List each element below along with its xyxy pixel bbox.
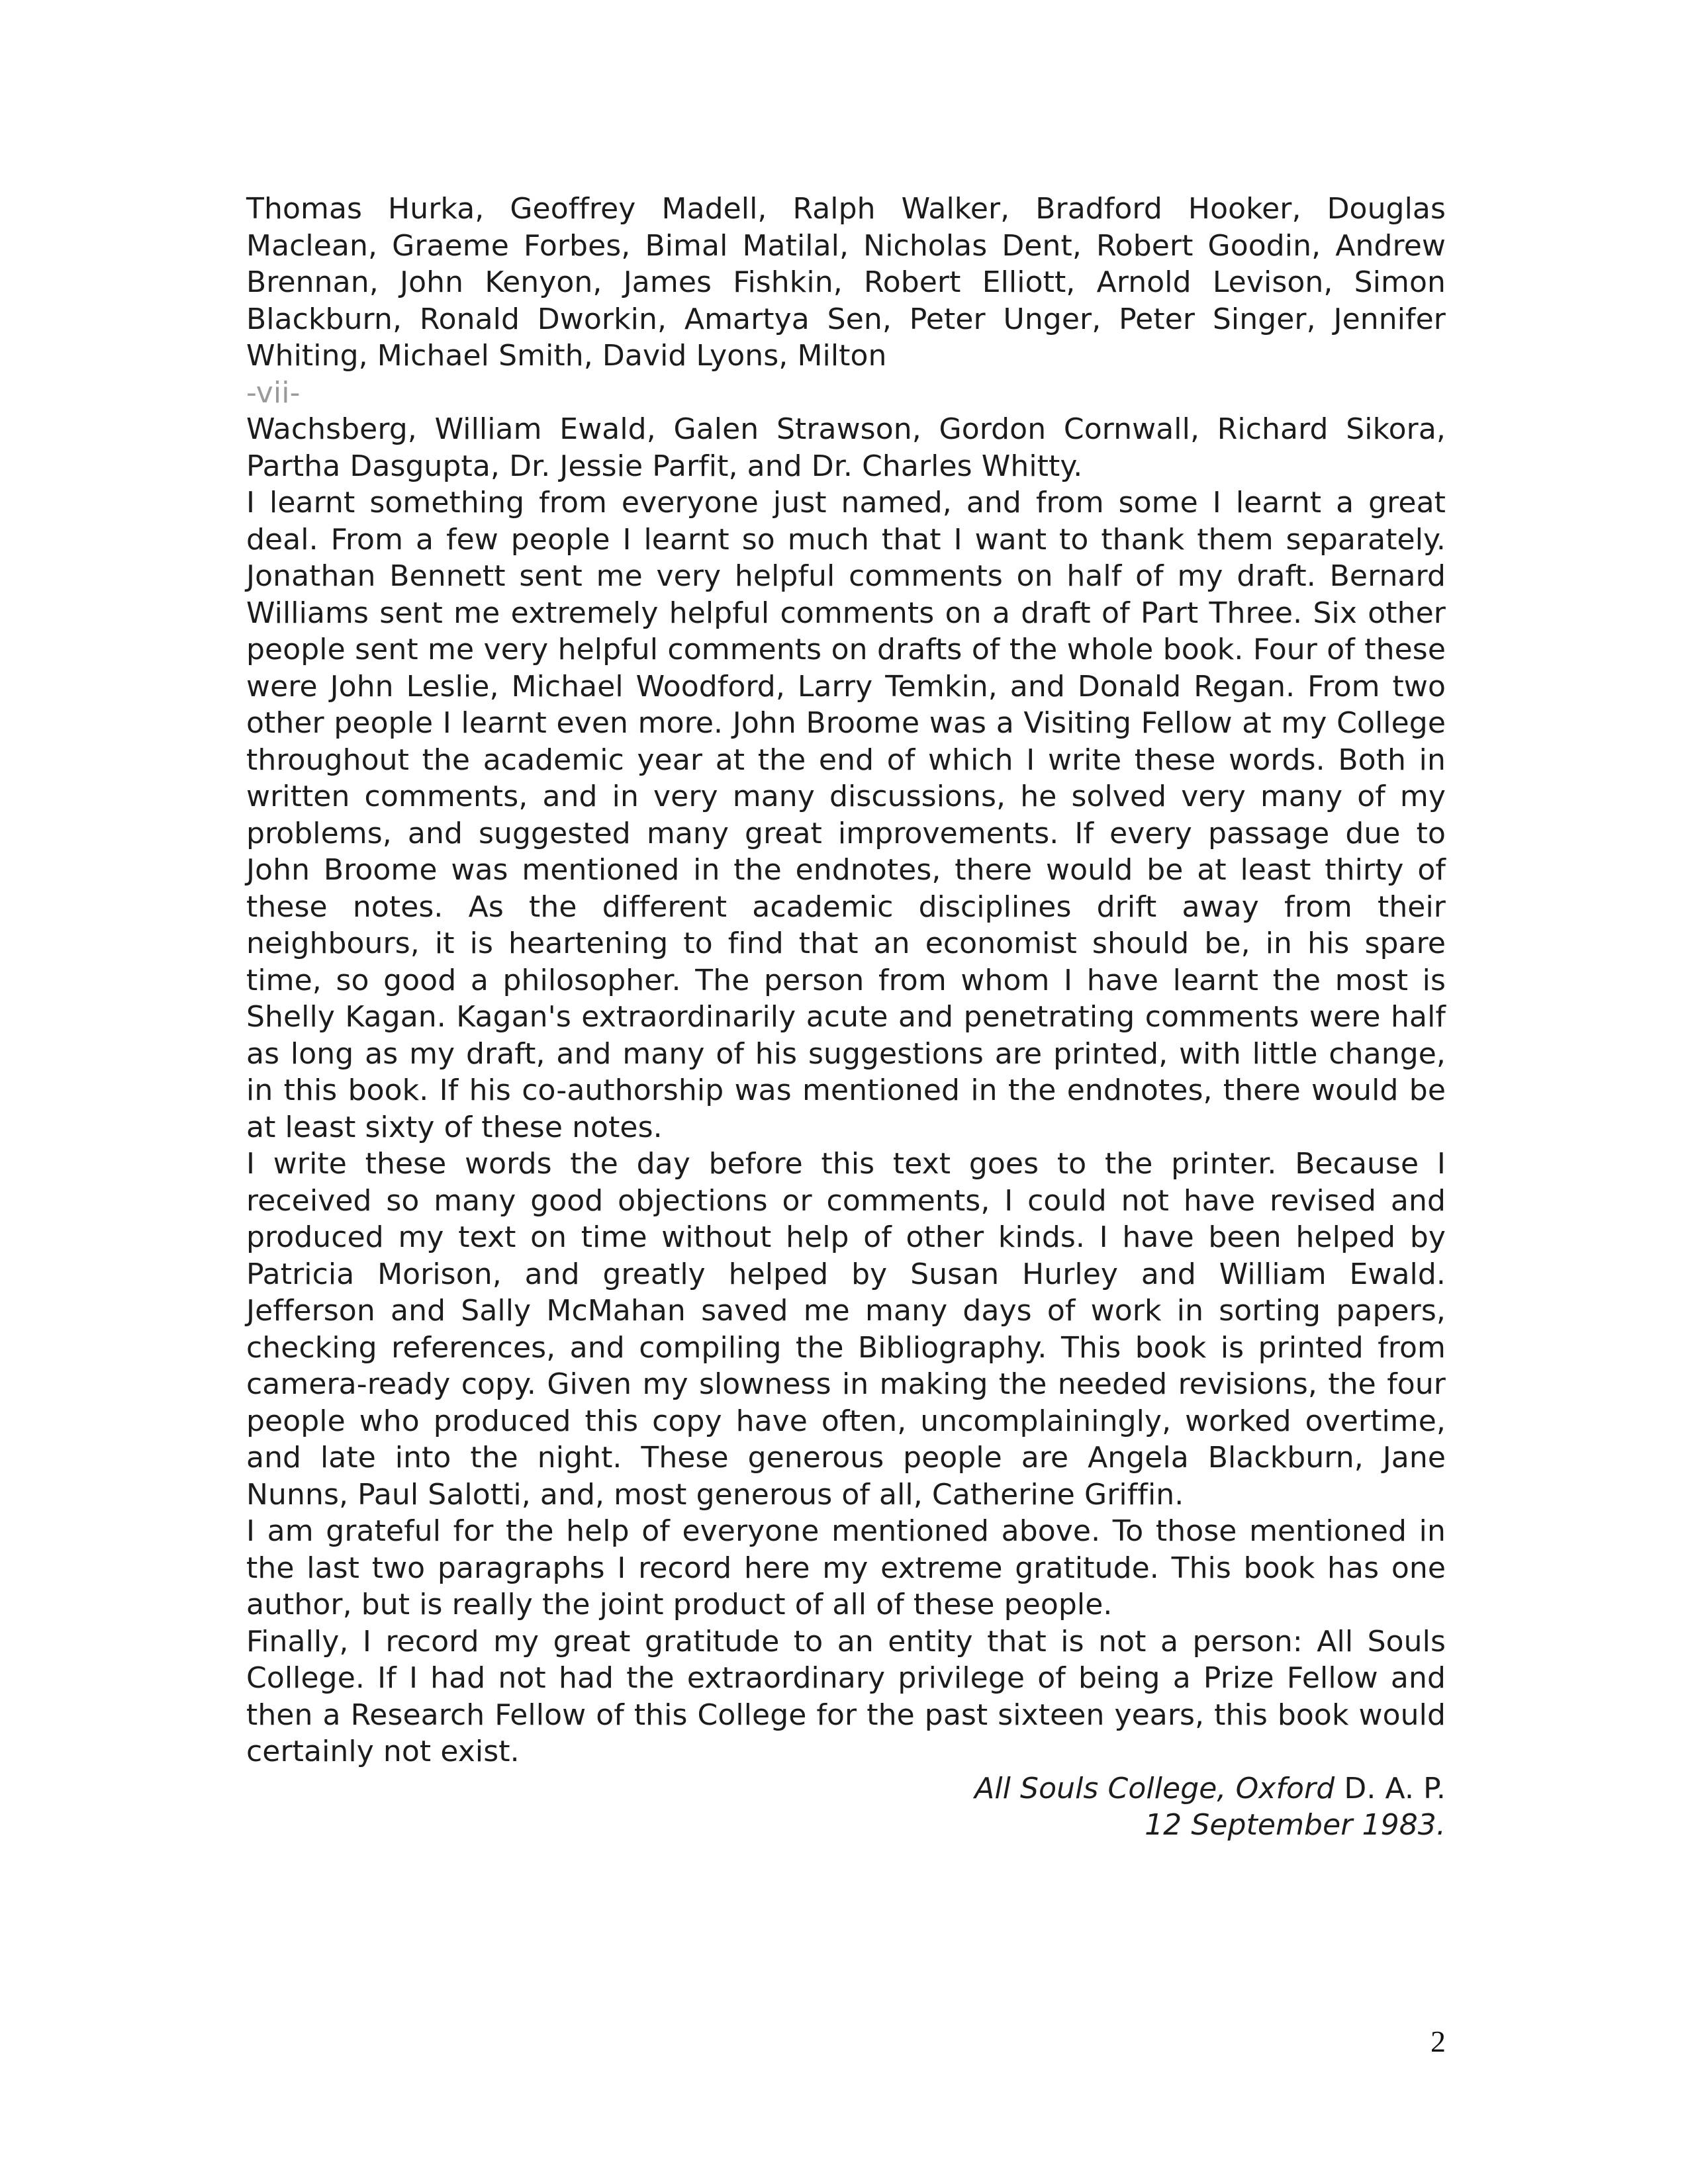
signature-place: All Souls College, Oxford: [974, 1771, 1335, 1805]
page-break-marker: -vii-: [246, 375, 301, 410]
signature-initials: D. A. P.: [1344, 1771, 1446, 1805]
names-paragraph-part2: Wachsberg, William Ewald, Galen Strawson, Gordon Cornwall, Richard Sikora, Partha Dasgupta, Dr. Jessie Parfit, and Dr. Charles Whitty.: [246, 412, 1446, 483]
names-paragraph-part1: Thomas Hurka, Geoffrey Madell, Ralph Walker, Bradford Hooker, Douglas Maclean, Graeme Forbes, Bimal Matilal, Nicholas Dent, Robert Goodin, Andrew Brennan, John Kenyon, James Fishkin, Robert Elliott, Arnold Levison, Simon Blackburn, Ronald Dworkin, Amartya Sen, Peter Unger, Peter Singer, Jennifer Whiting, Michael Smith, David Lyons, Milton: [246, 192, 1446, 373]
page-number: 2: [1430, 2025, 1446, 2058]
acknowledgments-paragraph-finally: Finally, I record my great gratitude to an entity that is not a person: All Souls College. If I had not had the extraordinary privilege of being a Prize Fellow and then a Research Fellow of this College for the past sixteen years, this book would certainly not exist.: [246, 1624, 1446, 1768]
signature-date: 12 September 1983.: [1145, 1808, 1446, 1842]
acknowledgments-paragraph-thanks: I learnt something from everyone just named, and from some I learnt a great deal. From a few people I learnt so much that I want to thank them separately. Jonathan Bennett sent me very helpful comments on half of my draft. Bernard Williams sent me extremely helpful comments on a draft of Part Three. Six other people sent me very helpful comments on drafts of the whole book. Four of these were John Leslie, Michael Woodford, Larry Temkin, and Donald Regan. From two other people I learnt even more. John Broome was a Visiting Fellow at my College throughout the academic year at the end of which I write these words. Both in written comments, and in very many discussions, he solved very many of my problems, and suggested many great improvements. If every passage due to John Broome was mentioned in the endnotes, there would be at least thirty of these notes. As the different academic disciplines drift away from their neighbours, it is heartening to find that an economist should be, in his spare time, so good a philosopher. The person from whom I have learnt the most is Shelly Kagan. Kagan's extraordinarily acute and penetrating comments were half as long as my draft, and many of his suggestions are printed, with little change, in this book. If his co-authorship was mentioned in the endnotes, there would be at least sixty of these notes.: [246, 486, 1446, 1144]
acknowledgments-paragraph-production: I write these words the day before this text goes to the printer. Because I received so many good objections or comments, I could not have revised and produced my text on time without help of other kinds. I have been helped by Patricia Morison, and greatly helped by Susan Hurley and William Ewald. Jefferson and Sally McMahan saved me many days of work in sorting papers, checking references, and compiling the Bibliography. This book is printed from camera-ready copy. Given my slowness in making the needed revisions, the four people who produced this copy have often, uncomplainingly, worked overtime, and late into the night. These generous people are Angela Blackburn, Jane Nunns, Paul Salotti, and, most generous of all, Catherine Griffin.: [246, 1147, 1446, 1512]
signature-block: [246, 1770, 1446, 1844]
text-block: [246, 191, 1446, 1844]
signature-place-line: [246, 1770, 1446, 1807]
acknowledgments-paragraph-grateful: I am grateful for the help of everyone mentioned above. To those mentioned in the last two paragraphs I record here my extreme gratitude. This book has one author, but is really the joint product of all of these people.: [246, 1514, 1446, 1621]
